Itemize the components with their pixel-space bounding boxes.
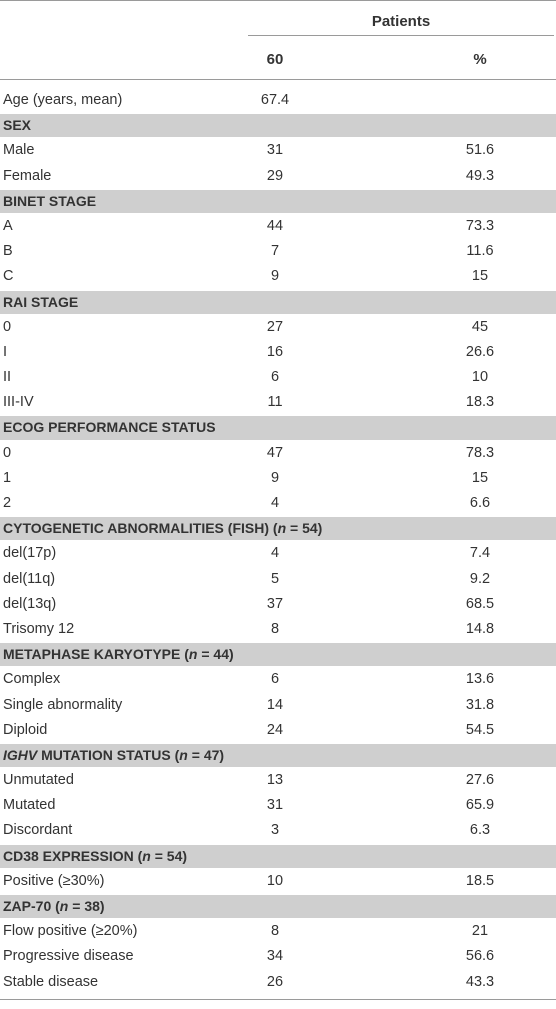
table-row (0, 919, 556, 944)
count-cell: 47 (266, 444, 284, 461)
table-row (0, 138, 556, 163)
count-cell: 29 (266, 167, 284, 184)
table-body (0, 88, 556, 995)
table-row (0, 617, 556, 642)
percent-cell: 18.5 (465, 872, 495, 889)
label-text: Mutated (3, 797, 56, 814)
count-cell: 6 (270, 369, 280, 386)
header-count: 60 (266, 51, 284, 68)
count-cell: 9 (270, 469, 280, 486)
percent-cell: 26.6 (465, 343, 495, 360)
section-header-row (0, 894, 556, 919)
label-text: CYTOGENETIC ABNORMALITIES (FISH) ( (3, 520, 278, 537)
percent-cell: 15 (471, 268, 489, 285)
percent-cell: 73.3 (465, 217, 495, 234)
section-title (3, 520, 322, 536)
count-cell: 11 (267, 394, 283, 411)
italic-n: n (142, 847, 151, 864)
label-text: 0 (3, 444, 12, 461)
table-row (0, 214, 556, 239)
percent-cell: 10 (471, 369, 489, 386)
row-label (3, 495, 11, 511)
percent-cell: 31.8 (465, 696, 495, 713)
percent-cell: 27.6 (465, 772, 495, 789)
percent-cell: 11.6 (466, 243, 494, 260)
count-cell: 13 (266, 772, 284, 789)
label-text: Single abnormality (3, 696, 123, 713)
percent-cell: 14.8 (465, 620, 495, 637)
count-cell: 24 (266, 721, 284, 738)
label-text: Diploid (3, 721, 48, 738)
percent-cell: 68.5 (465, 595, 495, 612)
row-label (3, 369, 11, 385)
table-row (0, 340, 556, 365)
table-row (0, 390, 556, 415)
label-text: MUTATION STATUS ( (37, 746, 180, 763)
table-row (0, 869, 556, 894)
table-row (0, 667, 556, 692)
label-text: Positive (≥30%) (3, 872, 105, 889)
percent-cell: 51.6 (465, 142, 495, 159)
table-row (0, 441, 556, 466)
count-cell: 34 (266, 948, 284, 965)
count-cell: 26 (266, 973, 284, 990)
label-text: del(17p) (3, 545, 57, 562)
percent-cell: 65.9 (465, 797, 495, 814)
row-label (3, 671, 60, 687)
percent-cell: 49.3 (465, 167, 495, 184)
row-label (3, 218, 13, 234)
count-cell: 5 (270, 570, 280, 587)
row-label (3, 772, 74, 788)
percent-cell: 21 (471, 923, 489, 940)
count-cell: 8 (270, 923, 280, 940)
table-row (0, 88, 556, 113)
label-suffix: = 38) (68, 898, 105, 914)
italic-text: IGHV (3, 746, 38, 763)
label-text: ZAP-70 ( (3, 898, 60, 914)
row-label (3, 948, 134, 964)
table-row (0, 793, 556, 818)
section-header-row (0, 189, 556, 214)
count-cell: 8 (270, 620, 280, 637)
row-label (3, 923, 137, 939)
table-row (0, 567, 556, 592)
section-title (3, 848, 187, 864)
row-label (3, 571, 55, 587)
table-row (0, 592, 556, 617)
section-header-row (0, 844, 556, 869)
percent-cell: 6.3 (469, 822, 491, 839)
label-text: C (3, 268, 14, 285)
label-text: del(13q) (3, 595, 57, 612)
row-label (3, 470, 11, 486)
label-suffix: = 47) (187, 746, 225, 763)
italic-n: n (59, 898, 69, 914)
row-label (3, 92, 122, 108)
label-suffix: = 44) (197, 646, 234, 663)
label-text: Flow positive (≥20%) (3, 923, 138, 940)
table-header (0, 0, 556, 80)
table-row (0, 718, 556, 743)
label-text: Unmutated (3, 772, 74, 789)
label-suffix: = 54) (150, 847, 188, 864)
percent-cell: 7.4 (469, 545, 491, 562)
row-label (3, 822, 72, 838)
section-title (3, 117, 31, 133)
table-row (0, 818, 556, 843)
count-cell: 4 (270, 495, 280, 511)
row-label (3, 596, 56, 612)
table-row (0, 491, 556, 516)
table-row (0, 239, 556, 264)
percent-cell: 15 (471, 469, 489, 486)
italic-n: n (277, 520, 287, 537)
label-text: 1 (3, 469, 12, 486)
label-text: del(11q) (3, 570, 56, 587)
label-text: 0 (3, 318, 12, 335)
label-text: METAPHASE KARYOTYPE ( (3, 646, 189, 663)
count-cell: 7 (270, 243, 280, 260)
percent-cell: 9.2 (469, 570, 491, 587)
count-cell: 67.4 (260, 92, 290, 108)
row-label (3, 797, 55, 813)
table-bottom-rule (0, 999, 556, 1000)
count-cell: 10 (266, 872, 284, 889)
count-cell: 14 (266, 696, 284, 713)
percent-cell: 45 (471, 318, 489, 335)
table-row (0, 264, 556, 289)
row-label (3, 621, 74, 637)
count-cell: 27 (266, 318, 284, 335)
label-text: II (3, 369, 12, 386)
header-divider (248, 35, 554, 36)
label-text: RAI STAGE (3, 293, 79, 310)
section-title (3, 193, 96, 209)
row-label (3, 168, 51, 184)
label-text: A (3, 217, 13, 234)
percent-cell: 56.6 (465, 948, 495, 965)
section-header-row (0, 415, 556, 440)
label-suffix: = 54) (286, 520, 323, 537)
row-label (3, 268, 13, 284)
italic-n: n (179, 746, 188, 763)
row-label (3, 142, 34, 158)
section-header-row (0, 516, 556, 541)
section-header-row (0, 642, 556, 667)
count-cell: 37 (266, 595, 284, 612)
row-label (3, 873, 104, 889)
section-title (3, 898, 105, 914)
row-label (3, 394, 34, 410)
count-cell: 31 (266, 142, 284, 159)
label-text: ECOG PERFORMANCE STATUS (3, 419, 216, 436)
label-text: Progressive disease (3, 948, 134, 965)
row-label (3, 974, 98, 990)
label-text: B (3, 243, 13, 260)
row-label (3, 697, 122, 713)
row-label (3, 243, 13, 259)
label-text: Age (years, mean) (3, 92, 123, 108)
count-cell: 4 (270, 545, 280, 562)
italic-n: n (188, 646, 198, 663)
label-text: Female (3, 167, 52, 184)
table-row (0, 164, 556, 189)
count-cell: 16 (266, 343, 284, 360)
label-text: Stable disease (3, 973, 99, 990)
count-cell: 44 (266, 217, 284, 234)
table-row (0, 693, 556, 718)
section-title (3, 294, 78, 310)
table-row (0, 768, 556, 793)
percent-cell: 6.6 (469, 495, 491, 511)
percent-cell: 13.6 (465, 671, 495, 688)
row-label (3, 445, 11, 461)
label-text: I (3, 343, 8, 360)
table-row (0, 466, 556, 491)
section-header-row (0, 290, 556, 315)
table-row (0, 315, 556, 340)
percent-cell: 54.5 (465, 721, 495, 738)
label-text: Discordant (3, 822, 73, 839)
table-row (0, 970, 556, 995)
label-text: III-IV (3, 394, 34, 411)
row-label (3, 344, 7, 360)
header-patients: Patients (371, 13, 431, 30)
row-label (3, 722, 47, 738)
percent-cell: 78.3 (465, 444, 495, 461)
section-title (3, 646, 234, 662)
row-label (3, 545, 56, 561)
section-title (3, 747, 224, 763)
count-cell: 3 (270, 822, 280, 839)
label-text: BINET STAGE (3, 192, 97, 209)
count-cell: 31 (266, 797, 284, 814)
header-percent: % (473, 51, 487, 68)
label-text: CD38 EXPRESSION ( (3, 847, 143, 864)
count-cell: 9 (270, 268, 280, 285)
label-text: SEX (3, 117, 32, 134)
table-row (0, 944, 556, 969)
count-cell: 6 (270, 671, 280, 688)
label-text: 2 (3, 495, 12, 511)
percent-cell: 43.3 (465, 973, 495, 990)
label-text: Trisomy 12 (3, 620, 75, 637)
percent-cell: 18.3 (465, 394, 495, 411)
section-header-row (0, 113, 556, 138)
label-text: Complex (3, 671, 61, 688)
table-row (0, 541, 556, 566)
label-text: Male (3, 142, 35, 159)
section-title (3, 419, 216, 435)
section-header-row (0, 743, 556, 768)
row-label (3, 319, 11, 335)
table-row (0, 365, 556, 390)
